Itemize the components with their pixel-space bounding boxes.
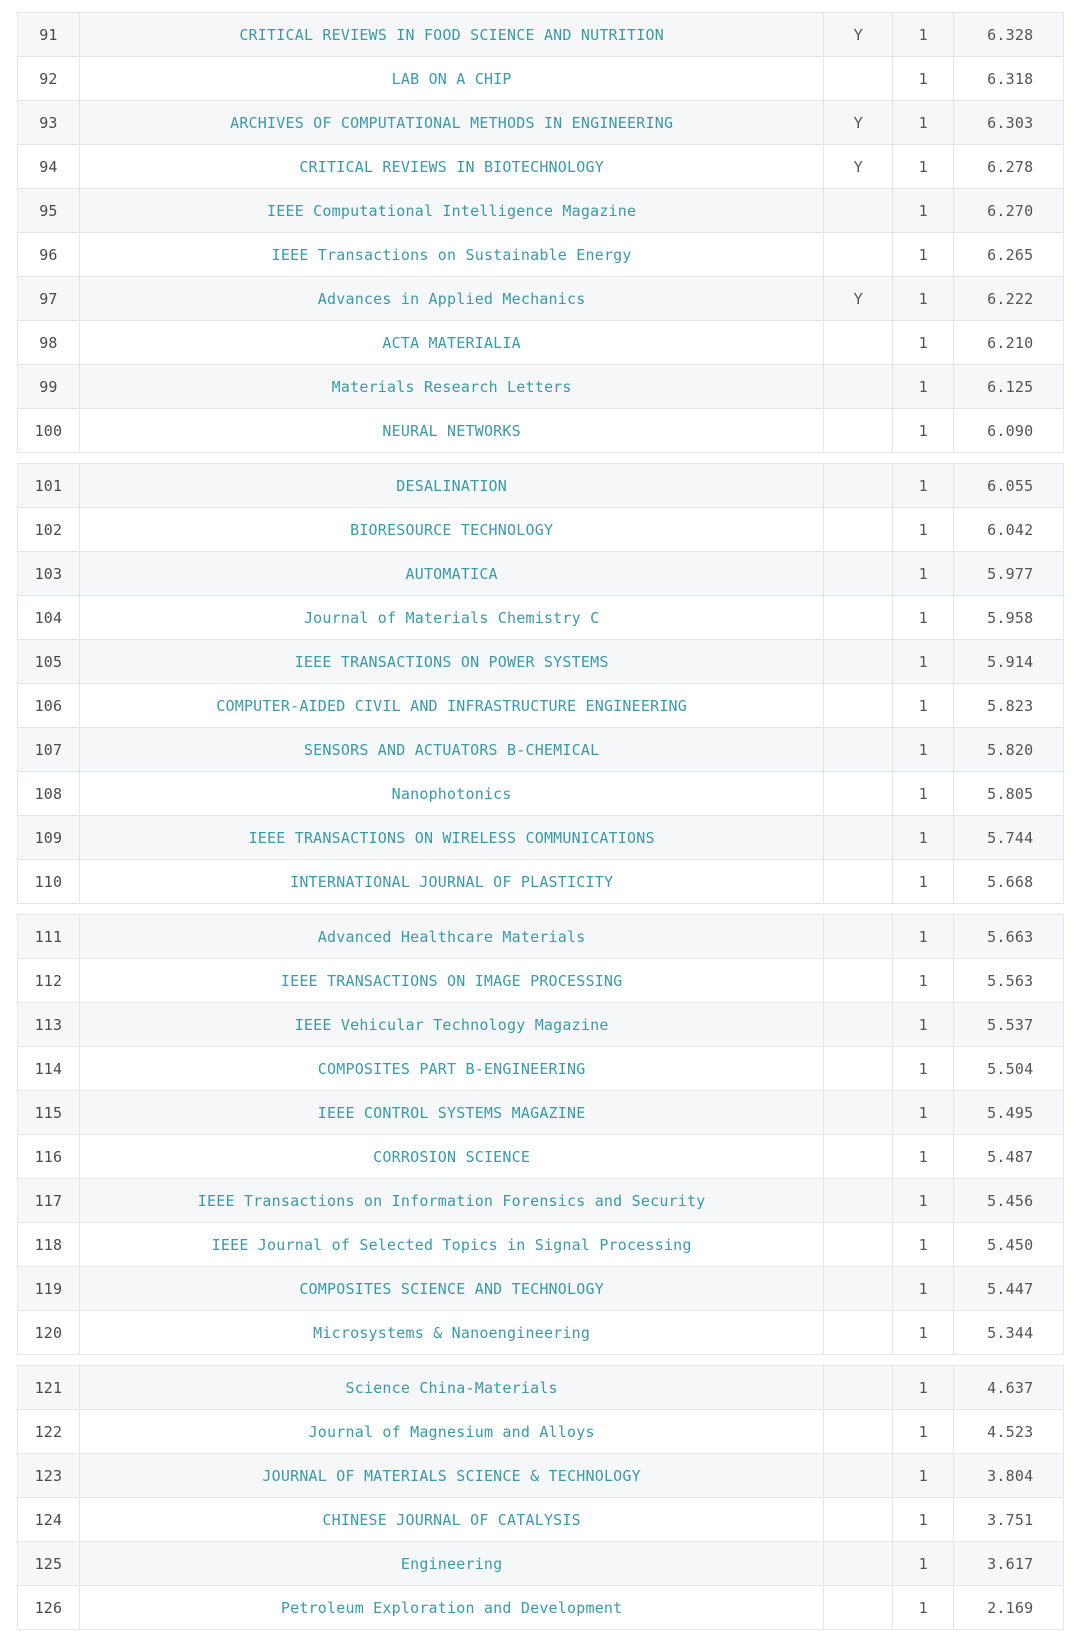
journal-name-link[interactable]: Materials Research Letters	[80, 365, 825, 408]
open-access-cell	[824, 1410, 893, 1453]
quartile-cell: 1	[893, 860, 954, 903]
table-row	[18, 552, 1063, 596]
journal-name-link[interactable]: Petroleum Exploration and Development	[80, 1586, 825, 1629]
quartile-cell: 1	[893, 1179, 954, 1222]
open-access-cell	[824, 1454, 893, 1497]
quartile-cell: 1	[893, 233, 954, 276]
table-row	[18, 101, 1063, 145]
quartile-cell: 1	[893, 365, 954, 408]
impact-factor-cell: 3.804	[987, 1466, 1034, 1485]
rank-cell: 97	[18, 277, 80, 320]
open-access-cell	[824, 1311, 893, 1354]
quartile-cell: 1	[893, 1366, 954, 1409]
quartile-cell: 1	[893, 728, 954, 771]
quartile-cell: 1	[893, 1311, 954, 1354]
rank-cell: 122	[18, 1410, 80, 1453]
rank-cell: 102	[18, 508, 80, 551]
open-access-cell	[824, 189, 893, 232]
rank-cell: 99	[18, 365, 80, 408]
table-row	[18, 1003, 1063, 1047]
open-access-cell	[824, 1091, 893, 1134]
quartile-cell: 1	[893, 1091, 954, 1134]
rank-cell: 105	[18, 640, 80, 683]
open-access-cell: Y	[824, 101, 893, 144]
rank-cell: 92	[18, 57, 80, 100]
journal-name-link[interactable]: IEEE Vehicular Technology Magazine	[80, 1003, 825, 1046]
rank-cell: 96	[18, 233, 80, 276]
impact-factor-cell: 6.125	[987, 377, 1034, 396]
journal-name-link[interactable]: CRITICAL REVIEWS IN FOOD SCIENCE AND NUTRITION	[80, 13, 825, 56]
impact-factor-cell: 5.805	[987, 784, 1034, 803]
table-row	[18, 1366, 1063, 1410]
journal-name-link[interactable]: Advances in Applied Mechanics	[80, 277, 825, 320]
quartile-cell: 1	[893, 1410, 954, 1453]
journal-name-link[interactable]: IEEE Journal of Selected Topics in Signal Processing	[80, 1223, 825, 1266]
rank-cell: 103	[18, 552, 80, 595]
quartile-cell: 1	[893, 1454, 954, 1497]
journal-name-link[interactable]: IEEE Computational Intelligence Magazine	[80, 189, 825, 232]
rank-cell: 100	[18, 409, 80, 452]
rank-cell: 120	[18, 1311, 80, 1354]
journal-name-link[interactable]: IEEE CONTROL SYSTEMS MAGAZINE	[80, 1091, 825, 1134]
table-row	[18, 1179, 1063, 1223]
table-row	[18, 640, 1063, 684]
impact-factor-cell: 3.751	[987, 1510, 1034, 1529]
quartile-cell: 1	[893, 1047, 954, 1090]
open-access-cell	[824, 365, 893, 408]
rank-cell: 109	[18, 816, 80, 859]
table-row	[18, 1542, 1063, 1586]
impact-factor-cell: 5.456	[987, 1191, 1034, 1210]
table-block	[17, 463, 1064, 904]
impact-factor-cell: 5.504	[987, 1059, 1034, 1078]
table-block	[17, 914, 1064, 1355]
quartile-cell: 1	[893, 1135, 954, 1178]
rank-cell: 108	[18, 772, 80, 815]
table-row	[18, 596, 1063, 640]
table-row	[18, 409, 1063, 453]
impact-factor-cell: 6.090	[987, 421, 1034, 440]
open-access-cell: Y	[824, 277, 893, 320]
table-row	[18, 321, 1063, 365]
journal-name-link[interactable]: CHINESE JOURNAL OF CATALYSIS	[80, 1498, 825, 1541]
quartile-cell: 1	[893, 596, 954, 639]
quartile-cell: 1	[893, 552, 954, 595]
rank-cell: 118	[18, 1223, 80, 1266]
impact-factor-cell: 6.328	[987, 25, 1034, 44]
journal-name-link[interactable]: IEEE TRANSACTIONS ON WIRELESS COMMUNICATIONS	[80, 816, 825, 859]
rank-cell: 91	[18, 13, 80, 56]
impact-factor-cell: 4.637	[987, 1378, 1034, 1397]
quartile-cell: 1	[893, 409, 954, 452]
open-access-cell	[824, 640, 893, 683]
rank-cell: 98	[18, 321, 80, 364]
open-access-cell	[824, 508, 893, 551]
open-access-cell	[824, 772, 893, 815]
impact-factor-cell: 6.270	[987, 201, 1034, 220]
open-access-cell	[824, 1223, 893, 1266]
journal-name-link[interactable]: IEEE Transactions on Sustainable Energy	[80, 233, 825, 276]
table-row	[18, 1311, 1063, 1355]
rank-cell: 111	[18, 915, 80, 958]
open-access-cell	[824, 409, 893, 452]
journal-name-link[interactable]: BIORESOURCE TECHNOLOGY	[80, 508, 825, 551]
table-row	[18, 277, 1063, 321]
quartile-cell: 1	[893, 1003, 954, 1046]
journal-name-link[interactable]: COMPOSITES PART B-ENGINEERING	[80, 1047, 825, 1090]
rank-cell: 116	[18, 1135, 80, 1178]
open-access-cell	[824, 1003, 893, 1046]
impact-factor-cell: 5.663	[987, 927, 1034, 946]
journal-name-link[interactable]: LAB ON A CHIP	[80, 57, 825, 100]
table-row	[18, 1223, 1063, 1267]
impact-factor-cell: 5.344	[987, 1323, 1034, 1342]
journal-table	[17, 12, 1064, 1640]
journal-name-link[interactable]: IEEE Transactions on Information Forensics and Security	[80, 1179, 825, 1222]
rank-cell: 95	[18, 189, 80, 232]
impact-factor-cell: 5.537	[987, 1015, 1034, 1034]
rank-cell: 123	[18, 1454, 80, 1497]
journal-name-link[interactable]: Nanophotonics	[80, 772, 825, 815]
table-row	[18, 464, 1063, 508]
rank-cell: 115	[18, 1091, 80, 1134]
table-row	[18, 1586, 1063, 1630]
impact-factor-cell: 5.668	[987, 872, 1034, 891]
impact-factor-cell: 6.318	[987, 69, 1034, 88]
journal-name-link[interactable]: COMPUTER-AIDED CIVIL AND INFRASTRUCTURE ENGINEERING	[80, 684, 825, 727]
journal-name-link[interactable]: ACTA MATERIALIA	[80, 321, 825, 364]
quartile-cell: 1	[893, 13, 954, 56]
journal-name-link[interactable]: IEEE TRANSACTIONS ON POWER SYSTEMS	[80, 640, 825, 683]
table-row	[18, 1047, 1063, 1091]
open-access-cell	[824, 728, 893, 771]
open-access-cell	[824, 860, 893, 903]
table-row	[18, 959, 1063, 1003]
open-access-cell	[824, 596, 893, 639]
impact-factor-cell: 5.820	[987, 740, 1034, 759]
quartile-cell: 1	[893, 1223, 954, 1266]
quartile-cell: 1	[893, 684, 954, 727]
open-access-cell	[824, 1366, 893, 1409]
journal-name-link[interactable]: ARCHIVES OF COMPUTATIONAL METHODS IN ENGINEERING	[80, 101, 825, 144]
journal-name-link[interactable]: SENSORS AND ACTUATORS B-CHEMICAL	[80, 728, 825, 771]
table-row	[18, 1454, 1063, 1498]
quartile-cell: 1	[893, 816, 954, 859]
quartile-cell: 1	[893, 640, 954, 683]
journal-name-link[interactable]: Advanced Healthcare Materials	[80, 915, 825, 958]
quartile-cell: 1	[893, 508, 954, 551]
table-row	[18, 1135, 1063, 1179]
journal-name-link[interactable]: NEURAL NETWORKS	[80, 409, 825, 452]
quartile-cell: 1	[893, 57, 954, 100]
journal-name-link[interactable]: Microsystems & Nanoengineering	[80, 1311, 825, 1354]
impact-factor-cell: 5.914	[987, 652, 1034, 671]
impact-factor-cell: 6.278	[987, 157, 1034, 176]
open-access-cell	[824, 1267, 893, 1310]
impact-factor-cell: 5.495	[987, 1103, 1034, 1122]
impact-factor-cell: 6.303	[987, 113, 1034, 132]
table-row	[18, 1498, 1063, 1542]
rank-cell: 93	[18, 101, 80, 144]
impact-factor-cell: 6.210	[987, 333, 1034, 352]
rank-cell: 112	[18, 959, 80, 1002]
journal-name-link[interactable]: Journal of Materials Chemistry C	[80, 596, 825, 639]
impact-factor-cell: 5.823	[987, 696, 1034, 715]
table-row	[18, 13, 1063, 57]
open-access-cell	[824, 684, 893, 727]
quartile-cell: 1	[893, 959, 954, 1002]
rank-cell: 117	[18, 1179, 80, 1222]
open-access-cell: Y	[824, 13, 893, 56]
impact-factor-cell: 2.169	[987, 1598, 1034, 1617]
journal-name-link[interactable]: AUTOMATICA	[80, 552, 825, 595]
open-access-cell	[824, 1047, 893, 1090]
open-access-cell	[824, 57, 893, 100]
quartile-cell: 1	[893, 277, 954, 320]
table-row	[18, 1410, 1063, 1454]
table-row	[18, 57, 1063, 101]
open-access-cell	[824, 1542, 893, 1585]
quartile-cell: 1	[893, 464, 954, 507]
open-access-cell	[824, 915, 893, 958]
impact-factor-cell: 6.055	[987, 476, 1034, 495]
table-row	[18, 233, 1063, 277]
open-access-cell: Y	[824, 145, 893, 188]
rank-cell: 107	[18, 728, 80, 771]
open-access-cell	[824, 464, 893, 507]
table-block	[17, 12, 1064, 453]
open-access-cell	[824, 959, 893, 1002]
impact-factor-cell: 5.487	[987, 1147, 1034, 1166]
impact-factor-cell: 5.958	[987, 608, 1034, 627]
impact-factor-cell: 3.617	[987, 1554, 1034, 1573]
table-row	[18, 915, 1063, 959]
journal-name-link[interactable]: Science China-Materials	[80, 1366, 825, 1409]
impact-factor-cell: 5.450	[987, 1235, 1034, 1254]
impact-factor-cell: 5.744	[987, 828, 1034, 847]
quartile-cell: 1	[893, 772, 954, 815]
open-access-cell	[824, 321, 893, 364]
impact-factor-cell: 6.042	[987, 520, 1034, 539]
journal-name-link[interactable]: IEEE TRANSACTIONS ON IMAGE PROCESSING	[80, 959, 825, 1002]
table-row	[18, 145, 1063, 189]
table-row	[18, 365, 1063, 409]
table-row	[18, 189, 1063, 233]
rank-cell: 106	[18, 684, 80, 727]
table-row	[18, 860, 1063, 904]
quartile-cell: 1	[893, 1498, 954, 1541]
table-row	[18, 728, 1063, 772]
quartile-cell: 1	[893, 1542, 954, 1585]
impact-factor-cell: 6.265	[987, 245, 1034, 264]
rank-cell: 114	[18, 1047, 80, 1090]
table-block	[17, 1365, 1064, 1630]
quartile-cell: 1	[893, 189, 954, 232]
quartile-cell: 1	[893, 1267, 954, 1310]
rank-cell: 110	[18, 860, 80, 903]
open-access-cell	[824, 816, 893, 859]
rank-cell: 101	[18, 464, 80, 507]
rank-cell: 124	[18, 1498, 80, 1541]
table-row	[18, 508, 1063, 552]
journal-name-link[interactable]: Engineering	[80, 1542, 825, 1585]
rank-cell: 126	[18, 1586, 80, 1629]
rank-cell: 121	[18, 1366, 80, 1409]
table-row	[18, 1267, 1063, 1311]
quartile-cell: 1	[893, 145, 954, 188]
journal-name-link[interactable]: Journal of Magnesium and Alloys	[80, 1410, 825, 1453]
open-access-cell	[824, 1498, 893, 1541]
table-row	[18, 684, 1063, 728]
rank-cell: 119	[18, 1267, 80, 1310]
impact-factor-cell: 5.977	[987, 564, 1034, 583]
open-access-cell	[824, 233, 893, 276]
rank-cell: 104	[18, 596, 80, 639]
quartile-cell: 1	[893, 321, 954, 364]
table-row	[18, 816, 1063, 860]
rank-cell: 94	[18, 145, 80, 188]
impact-factor-cell: 4.523	[987, 1422, 1034, 1441]
journal-name-link[interactable]: JOURNAL OF MATERIALS SCIENCE & TECHNOLOGY	[80, 1454, 825, 1497]
table-row	[18, 1091, 1063, 1135]
open-access-cell	[824, 552, 893, 595]
quartile-cell: 1	[893, 1586, 954, 1629]
open-access-cell	[824, 1179, 893, 1222]
rank-cell: 125	[18, 1542, 80, 1585]
open-access-cell	[824, 1135, 893, 1178]
impact-factor-cell: 6.222	[987, 289, 1034, 308]
rank-cell: 113	[18, 1003, 80, 1046]
journal-name-link[interactable]: INTERNATIONAL JOURNAL OF PLASTICITY	[80, 860, 825, 903]
impact-factor-cell: 5.447	[987, 1279, 1034, 1298]
quartile-cell: 1	[893, 915, 954, 958]
journal-name-link[interactable]: DESALINATION	[80, 464, 825, 507]
journal-name-link[interactable]: CRITICAL REVIEWS IN BIOTECHNOLOGY	[80, 145, 825, 188]
open-access-cell	[824, 1586, 893, 1629]
quartile-cell: 1	[893, 101, 954, 144]
table-row	[18, 772, 1063, 816]
impact-factor-cell: 5.563	[987, 971, 1034, 990]
journal-name-link[interactable]: COMPOSITES SCIENCE AND TECHNOLOGY	[80, 1267, 825, 1310]
journal-name-link[interactable]: CORROSION SCIENCE	[80, 1135, 825, 1178]
